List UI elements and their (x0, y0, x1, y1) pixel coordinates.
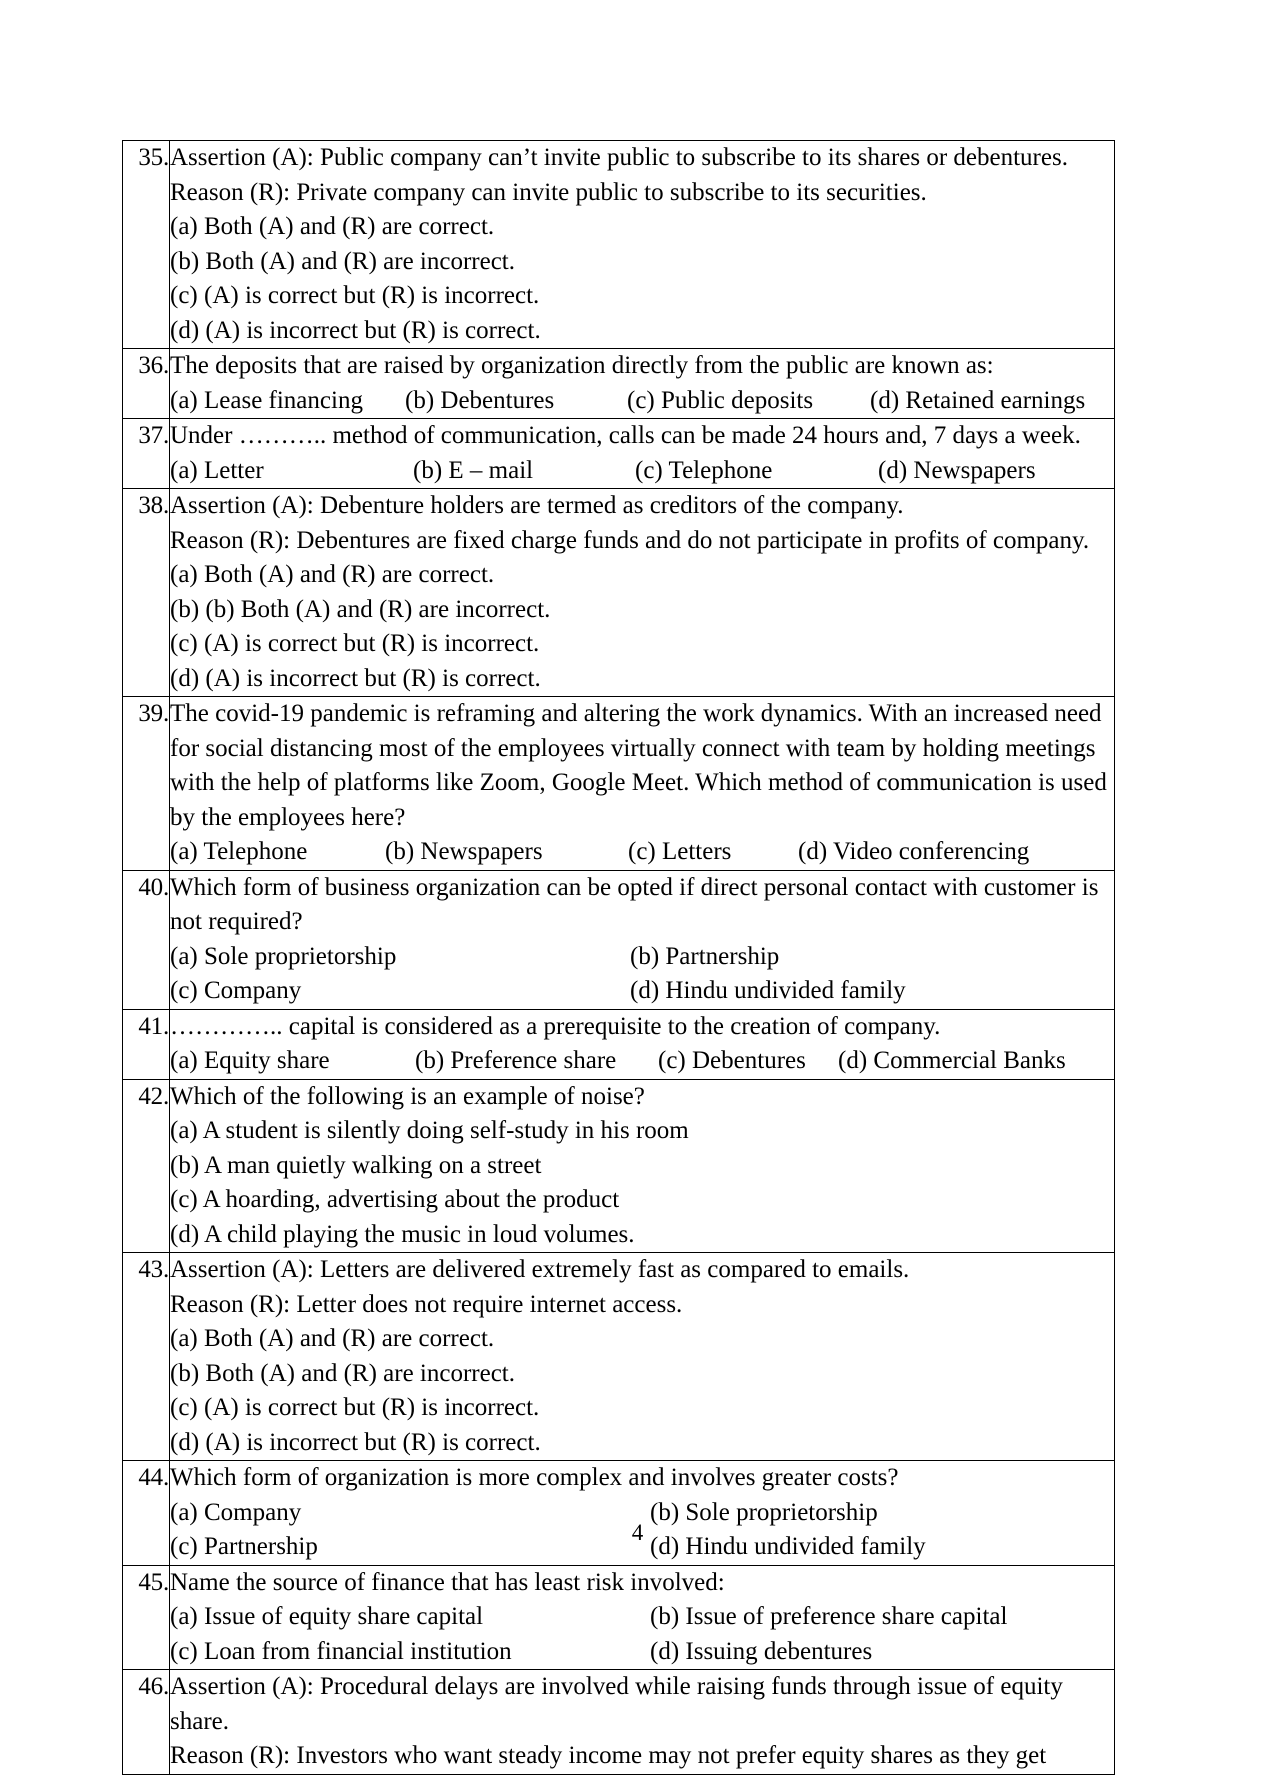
option-b[interactable]: (b) Both (A) and (R) are incorrect. (170, 247, 515, 275)
question-text-line: The deposits that are raised by organization directly from the public are known as: (170, 352, 994, 379)
option-row (170, 835, 1114, 870)
option-list (170, 558, 1114, 696)
option-d[interactable]: (d) Hindu undivided family (630, 977, 906, 1004)
table-row (123, 1079, 1115, 1253)
option-c[interactable]: (c) Telephone (635, 456, 773, 484)
table-row (123, 1565, 1115, 1670)
option-a[interactable]: (a) Company (170, 1498, 302, 1526)
option-list (170, 1114, 1114, 1252)
question-cell (170, 870, 1115, 1009)
question-text-line: Assertion (A): Letters are delivered extremely fast as compared to emails. (170, 1256, 910, 1283)
question-cell (170, 489, 1115, 697)
question-number: 45. (123, 1565, 170, 1670)
option-a[interactable]: (a) Telephone (170, 838, 308, 865)
table-row (123, 1253, 1115, 1461)
table-row (123, 141, 1115, 349)
question-text-line: The covid-19 pandemic is reframing and altering the work dynamics. With an increased need for social distancing most of the employees virtually connect with team by holding meetings with the help of platforms like Zoom, Google Meet. Which method of communication is used by the employees here? (170, 700, 1107, 831)
option-list (170, 210, 1114, 348)
option-d[interactable]: (d) Video conferencing (798, 838, 1030, 865)
question-cell (170, 1670, 1115, 1775)
question-cell (170, 1461, 1115, 1566)
question-text-line: Reason (R): Investors who want steady income may not prefer equity shares as they get (170, 1742, 1047, 1769)
question-text-line: Which of the following is an example of noise? (170, 1082, 645, 1110)
option-b[interactable]: (b) Newspapers (385, 838, 543, 865)
question-text-line: Which form of business organization can be opted if direct personal contact with customer is not required? (170, 873, 1099, 935)
question-cell (170, 1009, 1115, 1079)
option-a[interactable]: (a) Lease financing (170, 386, 363, 414)
question-number: 35. (123, 141, 170, 349)
question-text-line: Assertion (A): Public company can’t invite public to subscribe to its shares or debentures. (170, 144, 1068, 171)
option-b[interactable]: (b) Debentures (405, 386, 555, 414)
option-d[interactable]: (d) Hindu undivided family (650, 1533, 926, 1560)
option-a[interactable]: (a) Both (A) and (R) are correct. (170, 1325, 495, 1352)
option-b[interactable]: (b) (b) Both (A) and (R) are incorrect. (170, 595, 551, 623)
table-row (123, 1461, 1115, 1566)
option-c[interactable]: (c) Loan from financial institution (170, 1637, 512, 1665)
option-row (170, 1044, 1114, 1079)
question-text-line: Under ……….. method of communication, calls can be made 24 hours and, 7 days a week. (170, 422, 1081, 449)
option-b[interactable]: (b) Issue of preference share capital (650, 1603, 1008, 1630)
option-d[interactable]: (d) A child playing the music in loud volumes. (170, 1220, 635, 1248)
question-number: 44. (123, 1461, 170, 1566)
option-c[interactable]: (c) Debentures (658, 1047, 806, 1074)
table-row (123, 349, 1115, 419)
option-row (170, 454, 1114, 489)
question-number: 46. (123, 1670, 170, 1775)
table-row (123, 697, 1115, 871)
option-row (170, 974, 1114, 1009)
question-number: 36. (123, 349, 170, 419)
option-c[interactable]: (c) (A) is correct but (R) is incorrect. (170, 630, 540, 657)
question-text-line: Assertion (A): Debenture holders are termed as creditors of the company. (170, 492, 904, 519)
option-d[interactable]: (d) (A) is incorrect but (R) is correct. (170, 664, 541, 692)
option-a[interactable]: (a) Letter (170, 456, 264, 484)
option-d[interactable]: (d) (A) is incorrect but (R) is correct. (170, 1428, 541, 1456)
question-text-line: Which form of organization is more complex and involves greater costs? (170, 1464, 899, 1491)
option-a[interactable]: (a) Sole proprietorship (170, 942, 397, 970)
option-a[interactable]: (a) Equity share (170, 1047, 330, 1074)
option-b[interactable]: (b) Both (A) and (R) are incorrect. (170, 1359, 515, 1387)
question-number: 41. (123, 1009, 170, 1079)
option-b[interactable]: (b) E – mail (413, 456, 534, 484)
question-cell (170, 1253, 1115, 1461)
option-d[interactable]: (d) Issuing debentures (650, 1637, 873, 1665)
table-row (123, 419, 1115, 489)
question-number: 39. (123, 697, 170, 871)
question-number: 37. (123, 419, 170, 489)
question-cell (170, 1079, 1115, 1253)
question-text-line: Reason (R): Debentures are fixed charge funds and do not participate in profits of company. (170, 526, 1090, 554)
question-text-line: Reason (R): Private company can invite public to subscribe to its securities. (170, 178, 927, 206)
question-cell (170, 1565, 1115, 1670)
option-b[interactable]: (b) A man quietly walking on a street (170, 1151, 542, 1179)
question-text-line: Reason (R): Letter does not require internet access. (170, 1290, 683, 1318)
question-text-line: ………….. capital is considered as a prerequisite to the creation of company. (170, 1012, 941, 1040)
question-number: 40. (123, 870, 170, 1009)
question-cell (170, 419, 1115, 489)
question-text-line: Name the source of finance that has least risk involved: (170, 1568, 725, 1596)
option-c[interactable]: (c) (A) is correct but (R) is incorrect. (170, 1394, 540, 1421)
option-c[interactable]: (c) Public deposits (627, 386, 814, 414)
option-d[interactable]: (d) Newspapers (878, 456, 1036, 484)
option-b[interactable]: (b) Preference share (415, 1047, 617, 1074)
question-cell (170, 697, 1115, 871)
option-b[interactable]: (b) Partnership (630, 942, 780, 970)
question-cell (170, 349, 1115, 419)
option-row (170, 940, 1114, 975)
option-a[interactable]: (a) Both (A) and (R) are correct. (170, 213, 495, 240)
option-c[interactable]: (c) (A) is correct but (R) is incorrect. (170, 282, 540, 309)
option-a[interactable]: (a) A student is silently doing self-study in his room (170, 1117, 689, 1144)
option-row (170, 1600, 1114, 1635)
option-b[interactable]: (b) Sole proprietorship (650, 1498, 878, 1526)
option-d[interactable]: (d) (A) is incorrect but (R) is correct. (170, 316, 541, 344)
option-a[interactable]: (a) Issue of equity share capital (170, 1603, 484, 1630)
option-d[interactable]: (d) Retained earnings (870, 386, 1086, 414)
option-list (170, 1322, 1114, 1460)
option-d[interactable]: (d) Commercial Banks (838, 1047, 1066, 1074)
option-c[interactable]: (c) Partnership (170, 1533, 318, 1560)
option-row (170, 1635, 1114, 1670)
option-row (170, 384, 1114, 419)
table-row (123, 1670, 1115, 1775)
question-cell (170, 141, 1115, 349)
option-c[interactable]: (c) A hoarding, advertising about the product (170, 1186, 620, 1213)
question-number: 38. (123, 489, 170, 697)
question-number: 42. (123, 1079, 170, 1253)
question-number: 43. (123, 1253, 170, 1461)
option-c[interactable]: (c) Letters (628, 838, 732, 865)
table-row (123, 489, 1115, 697)
page-number: 4 (631, 1520, 644, 1545)
question-text-line: Assertion (A): Procedural delays are involved while raising funds through issue of equity share. (170, 1673, 1063, 1735)
option-a[interactable]: (a) Both (A) and (R) are correct. (170, 561, 495, 588)
table-row (123, 1009, 1115, 1079)
option-c[interactable]: (c) Company (170, 977, 302, 1004)
table-row (123, 870, 1115, 1009)
